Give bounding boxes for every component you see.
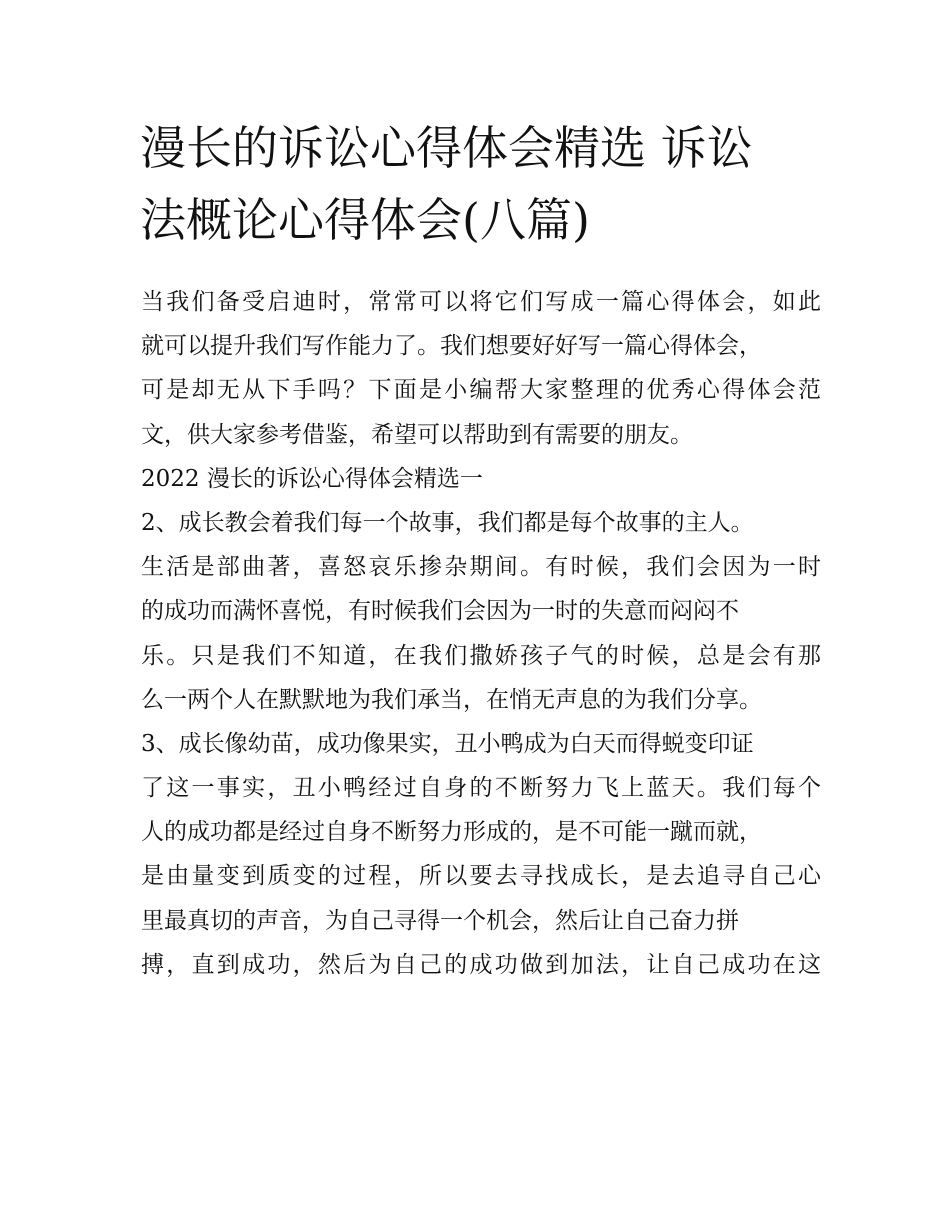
body-line: 当我们备受启迪时，常常可以将它们写成一篇心得体会，如此 — [141, 289, 821, 315]
body-line: 就可以提升我们写作能力了。我们想要好好写一篇心得体会， — [141, 333, 762, 360]
title-line-2: 法概论心得体会(八篇) — [140, 193, 590, 247]
body-line: 的成功而满怀喜悦，有时候我们会因为一时的失意而闷闷不 — [141, 598, 739, 625]
body-line: 搏，直到成功，然后为自己的成功做到加法，让自己成功在这 — [141, 951, 821, 978]
body-line: 么一两个人在默默地为我们承当，在悄无声息的为我们分享。 — [141, 686, 762, 713]
body-line: 可是却无从下手吗？下面是小编帮大家整理的优秀心得体会范 — [141, 377, 821, 404]
document-title — [140, 112, 830, 256]
body-line: 里最真切的声音，为自己寻得一个机会，然后让自己奋力拼 — [141, 907, 739, 934]
body-line: 了这一事实，丑小鸭经过自身的不断努力飞上蓝天。我们每个 — [141, 775, 821, 802]
body-line: 生活是部曲著，喜怒哀乐掺杂期间。有时候，我们会因为一时 — [141, 554, 821, 581]
body-line: 文，供大家参考借鉴，希望可以帮助到有需要的朋友。 — [141, 421, 693, 448]
body-line: 2、成长教会着我们每一个故事，我们都是每个故事的主人。 — [141, 509, 754, 536]
body-line: 人的成功都是经过自身不断努力形成的，是不可能一蹴而就， — [141, 819, 762, 846]
section-heading: 2022 漫长的诉讼心得体会精选一 — [141, 465, 483, 492]
body-line: 3、成长像幼苗，成功像果实，丑小鸭成为白天而得蜕变印证 — [141, 730, 754, 757]
body-line: 是由量变到质变的过程，所以要去寻找成长，是去追寻自己心 — [141, 863, 821, 890]
document-body — [141, 280, 821, 987]
title-line-1: 漫长的诉讼心得体会精选 诉讼 — [140, 121, 753, 175]
body-line: 乐。只是我们不知道，在我们撒娇孩子气的时候，总是会有那 — [141, 642, 821, 669]
